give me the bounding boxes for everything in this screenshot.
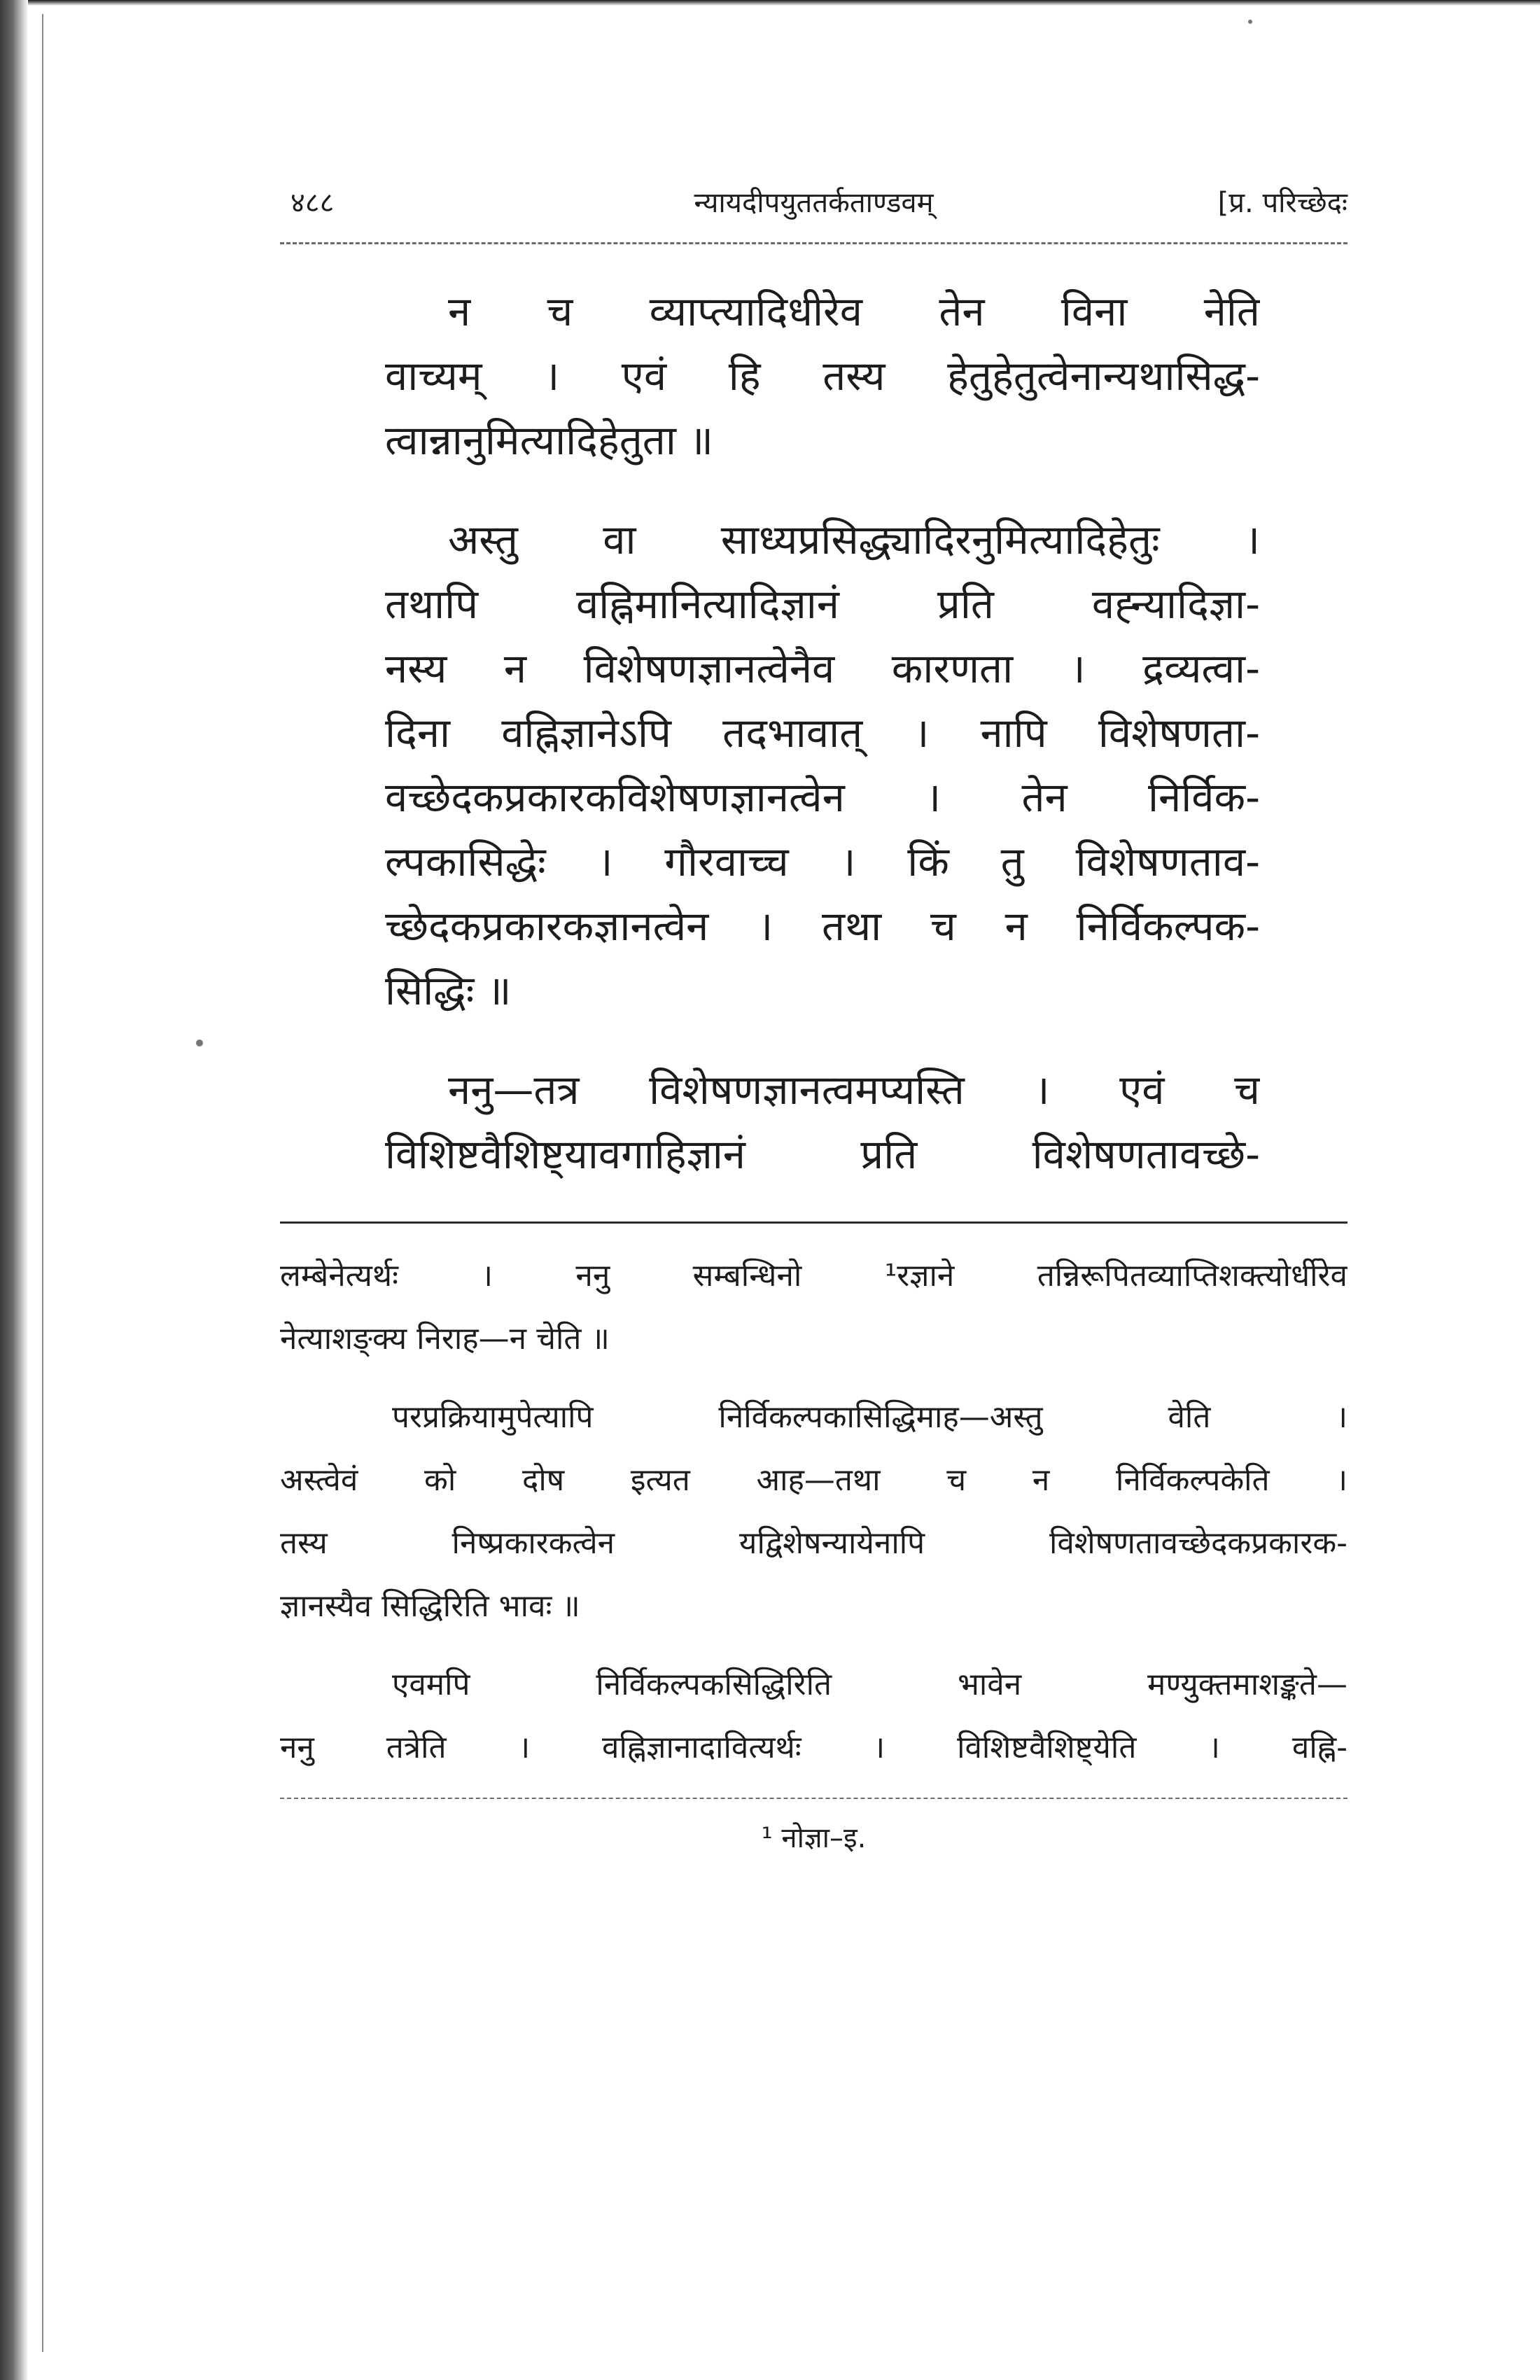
commentary-text bbox=[280, 1245, 1348, 1779]
commentary-line: तस्य निष्प्रकारकत्वेन यद्विशेषन्यायेनापि विशेषणतावच्छेदकप्रकारक- bbox=[280, 1525, 1348, 1561]
book-title: न्यायदीपयुततर्कताण्डवम् bbox=[694, 187, 934, 219]
main-line: ननु—तत्र विशेषणज्ञानत्वमप्यस्ति । एवं च bbox=[448, 1066, 1260, 1114]
main-line: दिना वह्निज्ञानेऽपि तदभावात् । नापि विशेषणता- bbox=[385, 709, 1260, 757]
commentary-line: ननु तत्रेति । वह्निज्ञानादावित्यर्थः । विशिष्टवैशिष्ट्येति । वह्नि- bbox=[280, 1730, 1348, 1765]
main-line: अस्तु वा साध्यप्रसिद्ध्यादिरनुमित्यादिहेतुः । bbox=[448, 516, 1260, 564]
commentary-rule bbox=[280, 1222, 1348, 1224]
running-head bbox=[280, 175, 1348, 231]
footnote-rule bbox=[280, 1798, 1348, 1799]
scan-binding-shadow bbox=[0, 0, 28, 2380]
commentary-line: एवमपि निर्विकल्पकसिद्धिरिति भावेन मण्युक्तमाशङ्कते— bbox=[392, 1667, 1348, 1702]
commentary-line: नेत्याशङ्क्य निराह—न चेति ॥ bbox=[280, 1321, 610, 1357]
commentary-line: ज्ञानस्यैव सिद्धिरिति भावः ॥ bbox=[280, 1588, 580, 1624]
scan-margin-line bbox=[42, 14, 43, 2352]
commentary-line: अस्त्वेवं को दोष इत्यत आह—तथा च न निर्विकल्पकेति । bbox=[280, 1462, 1348, 1498]
header-rule bbox=[280, 242, 1348, 244]
commentary-line: लम्बेनेत्यर्थः । ननु सम्बन्धिनो ¹रज्ञाने तन्निरूपितव्याप्तिशक्त्योर्धीरेव bbox=[280, 1258, 1348, 1294]
footnote: ¹ नोज्ञा–इ. bbox=[761, 1822, 867, 1854]
main-line: नस्य न विशेषणज्ञानत्वेनैव कारणता । द्रव्यत्वा- bbox=[385, 645, 1260, 692]
stray-dot bbox=[196, 1040, 203, 1046]
main-line: वच्छेदकप्रकारकविशेषणज्ञानत्वेन । तेन निर्विक- bbox=[385, 774, 1260, 821]
section-label: [प्र. परिच्छेदः bbox=[1217, 187, 1348, 219]
main-line: तथापि वह्निमानित्यादिज्ञानं प्रति वह्न्यादिज्ञा- bbox=[385, 580, 1260, 628]
main-line: ल्पकासिद्धेः । गौरवाच्च । किं तु विशेषणताव- bbox=[385, 838, 1260, 886]
book-page bbox=[280, 175, 1348, 1859]
main-line: सिद्धिः ॥ bbox=[385, 967, 512, 1014]
main-line: न च व्याप्त्यादिधीरेव तेन विना नेति bbox=[448, 288, 1260, 335]
main-line: त्वान्नानुमित्यादिहेतुता ॥ bbox=[385, 416, 714, 464]
commentary-line: परप्रक्रियामुपेत्यापि निर्विकल्पकासिद्धिमाह—अस्तु वेति । bbox=[392, 1399, 1348, 1435]
stray-dot bbox=[1248, 20, 1252, 24]
main-line: विशिष्टवैशिष्ट्यावगाहिज्ञानं प्रति विशेषणतावच्छे- bbox=[385, 1130, 1260, 1178]
main-line: वाच्यम् । एवं हि तस्य हेतुहेतुत्वेनान्यथासिद्ध- bbox=[385, 352, 1260, 400]
page-number: ४८८ bbox=[290, 187, 335, 219]
scan-top-edge bbox=[0, 0, 1540, 6]
main-text bbox=[280, 279, 1260, 1186]
main-line: च्छेदकप्रकारकज्ञानत्वेन । तथा च न निर्विकल्पक- bbox=[385, 902, 1260, 950]
